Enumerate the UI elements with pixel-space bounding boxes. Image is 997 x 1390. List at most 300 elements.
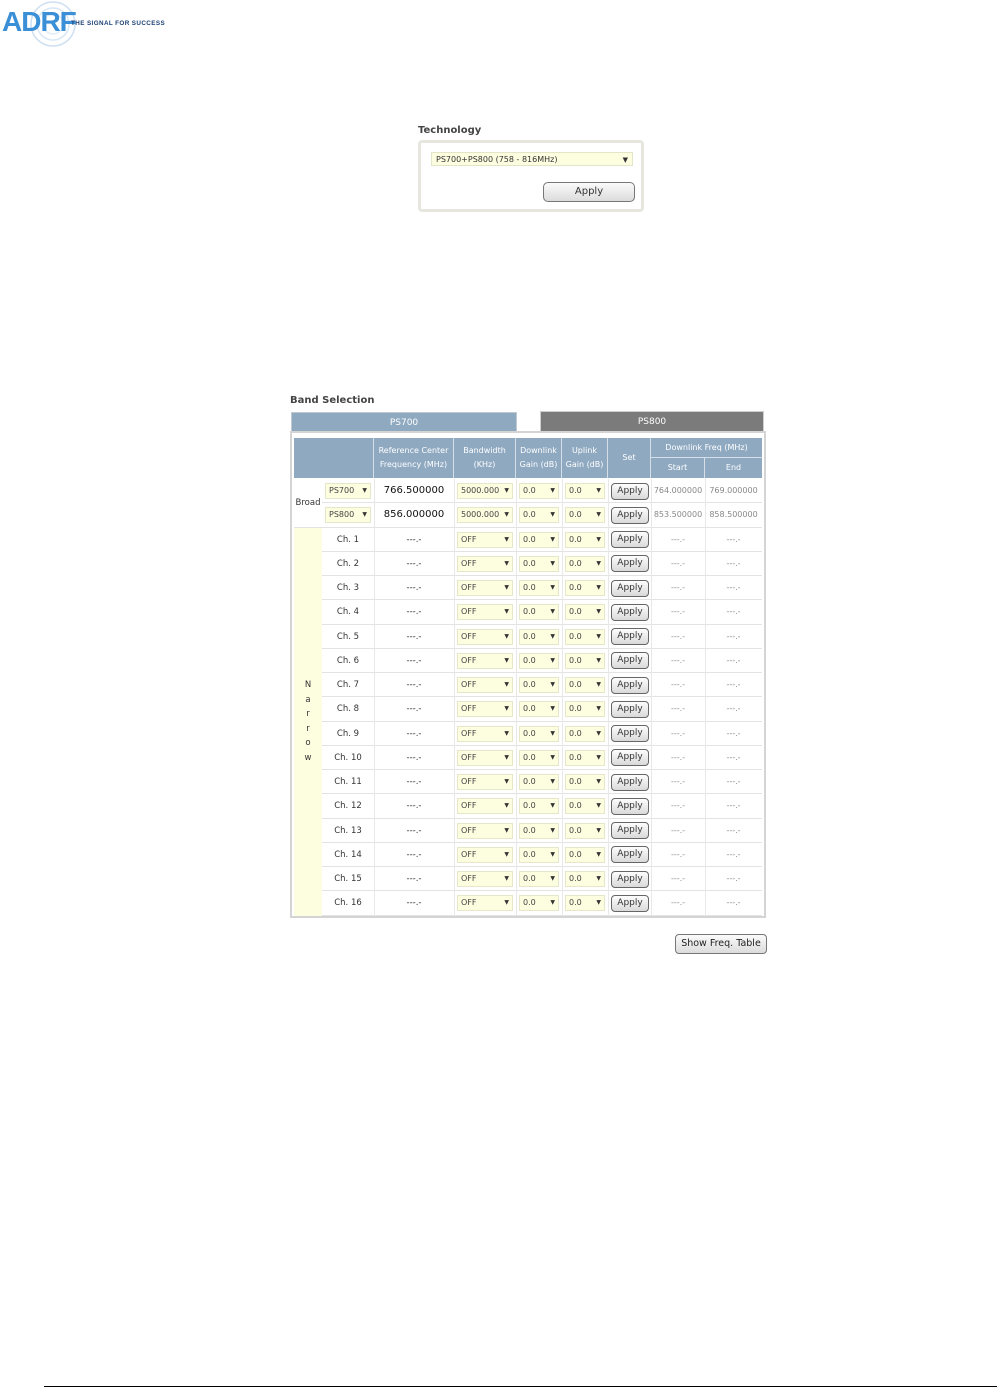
- adrf-logo: [0, 0, 180, 52]
- col-divider: [562, 819, 563, 843]
- dropdown-arrow-icon: ▼: [550, 487, 555, 494]
- select-value: OFF: [461, 704, 477, 714]
- dropdown-arrow-icon: ▼: [504, 899, 509, 907]
- band-selection-title: Band Selection: [290, 395, 375, 406]
- ref-freq-value: ---.-: [406, 825, 422, 836]
- dl-start-freq: ---.-: [670, 583, 686, 592]
- channel-label: Ch. 10: [334, 752, 362, 763]
- col-divider: [516, 479, 517, 503]
- select-value: 0.0: [523, 607, 536, 617]
- select-value: OFF: [461, 631, 477, 641]
- dropdown-arrow-icon: ▼: [596, 753, 601, 761]
- dropdown-arrow-icon: ▼: [596, 487, 601, 494]
- col-divider: [562, 503, 563, 527]
- dl-start-freq: ---.-: [670, 801, 686, 811]
- select-value: PS800: [329, 510, 355, 520]
- channel-label: Ch. 7: [336, 680, 360, 690]
- col-divider: [608, 746, 609, 770]
- col-divider: [516, 722, 517, 746]
- dropdown-arrow-icon: ▼: [504, 753, 509, 761]
- narrow-label-letter: w: [304, 752, 312, 763]
- select-value: OFF: [461, 558, 477, 568]
- dl-gain-select[interactable]: [519, 653, 559, 669]
- channel-label: Ch. 6: [336, 655, 360, 666]
- select-value: OFF: [461, 655, 477, 665]
- dl-gain-select[interactable]: [519, 895, 559, 911]
- dl-start-freq: 764.000000: [653, 486, 703, 495]
- dl-gain-select[interactable]: [519, 556, 559, 572]
- col-divider: [516, 843, 517, 867]
- channel-label: Ch. 15: [334, 874, 362, 884]
- dl-start-freq: ---.-: [670, 898, 686, 908]
- row-apply-button[interactable]: Apply: [611, 871, 649, 888]
- select-value: 0.0: [569, 583, 582, 592]
- ul-gain-select[interactable]: [565, 895, 605, 911]
- header-dl-freq: Downlink Freq (MHz): [651, 438, 762, 458]
- channel-label: Ch. 9: [336, 728, 360, 739]
- ref-freq-value: ---.-: [406, 777, 422, 787]
- select-value: 0.0: [569, 534, 582, 544]
- col-divider: [454, 819, 455, 843]
- show-freq-table-button[interactable]: Show Freq. Table: [675, 934, 767, 954]
- dropdown-arrow-icon: ▼: [550, 729, 555, 737]
- ul-gain-select[interactable]: [565, 726, 605, 742]
- bandwidth-select[interactable]: [457, 507, 513, 523]
- col-divider: [516, 867, 517, 891]
- dl-end-freq: ---.-: [726, 777, 741, 786]
- col-divider: [454, 722, 455, 746]
- ul-gain-select[interactable]: [565, 823, 605, 839]
- col-divider: [608, 722, 609, 746]
- logo-wordmark: ADRF: [2, 6, 76, 37]
- tab-ps800[interactable]: PS800: [540, 411, 764, 432]
- row-apply-button[interactable]: Apply: [611, 846, 649, 863]
- row-apply-button[interactable]: Apply: [611, 652, 649, 669]
- select-value: 0.0: [523, 777, 536, 786]
- col-divider: [562, 625, 563, 649]
- dl-start-freq: ---.-: [670, 704, 686, 714]
- bandwidth-select[interactable]: [457, 483, 513, 499]
- dropdown-arrow-icon: ▼: [362, 487, 367, 494]
- ul-gain-select[interactable]: [565, 653, 605, 669]
- ref-freq-value: ---.-: [406, 728, 422, 739]
- ref-freq-value: ---.-: [406, 607, 422, 618]
- dl-gain-select[interactable]: [519, 677, 559, 693]
- dl-start-freq: ---.-: [670, 849, 686, 859]
- narrow-label-letter: o: [305, 738, 311, 748]
- ul-gain-select[interactable]: [565, 507, 605, 523]
- dl-end-freq: ---.-: [726, 728, 741, 738]
- dropdown-arrow-icon: ▼: [550, 778, 555, 785]
- dropdown-arrow-icon: ▼: [596, 511, 601, 519]
- ul-gain-select[interactable]: [565, 532, 605, 548]
- row-apply-button[interactable]: Apply: [611, 749, 649, 766]
- col-divider: [454, 867, 455, 891]
- col-divider: [516, 576, 517, 600]
- dropdown-arrow-icon: ▼: [596, 899, 601, 907]
- ref-freq-value: ---.-: [406, 898, 422, 909]
- ul-gain-select[interactable]: [565, 798, 605, 814]
- col-divider: [562, 576, 563, 600]
- dropdown-arrow-icon: ▼: [504, 487, 509, 494]
- col-divider: [516, 819, 517, 843]
- header-end: End: [705, 458, 762, 478]
- col-divider: [516, 891, 517, 915]
- tab-ps700[interactable]: PS700: [291, 412, 517, 432]
- dl-end-freq: 858.500000: [709, 510, 758, 520]
- ref-freq-input[interactable]: 856.000000: [383, 509, 445, 521]
- select-value: 0.0: [569, 825, 582, 835]
- technology-select[interactable]: [431, 152, 633, 166]
- row-apply-button[interactable]: Apply: [611, 822, 649, 839]
- select-value: OFF: [461, 898, 477, 908]
- dl-start-freq: ---.-: [670, 752, 686, 762]
- col-divider: [608, 673, 609, 697]
- dropdown-arrow-icon: ▼: [504, 559, 509, 567]
- dl-start-freq: ---.-: [670, 655, 686, 665]
- bandwidth-select[interactable]: [457, 653, 513, 669]
- dl-end-freq: ---.-: [726, 534, 741, 544]
- header-ul-gain: Uplink Gain (dB): [562, 438, 608, 478]
- row-apply-button[interactable]: Apply: [611, 798, 649, 815]
- ul-gain-select[interactable]: [565, 871, 605, 887]
- col-divider: [562, 794, 563, 818]
- select-value: 0.0: [569, 752, 582, 762]
- dl-gain-select[interactable]: [519, 580, 559, 596]
- col-divider: [608, 600, 609, 624]
- select-value: 0.0: [523, 898, 536, 908]
- dropdown-arrow-icon: ▼: [596, 850, 601, 858]
- col-divider: [454, 843, 455, 867]
- channel-label: Ch. 4: [336, 607, 360, 618]
- dl-end-freq: ---.-: [726, 825, 741, 835]
- dl-gain-select[interactable]: [519, 532, 559, 548]
- dropdown-arrow-icon: ▼: [596, 584, 601, 591]
- ref-freq-input[interactable]: 766.500000: [383, 485, 445, 496]
- ref-freq-value: ---.-: [406, 849, 422, 860]
- dl-end-freq: 769.000000: [709, 486, 758, 495]
- dropdown-arrow-icon: ▼: [596, 608, 601, 616]
- col-divider: [516, 625, 517, 649]
- bandwidth-select[interactable]: [457, 823, 513, 839]
- row-apply-button[interactable]: Apply: [611, 774, 649, 791]
- select-value: 0.0: [569, 510, 582, 520]
- row-apply-button[interactable]: Apply: [611, 580, 649, 597]
- bandwidth-select[interactable]: [457, 677, 513, 693]
- dropdown-arrow-icon: ▼: [504, 875, 509, 882]
- dropdown-arrow-icon: ▼: [596, 535, 601, 543]
- narrow-label-letter: r: [306, 723, 310, 734]
- col-divider: [562, 528, 563, 552]
- select-value: 0.0: [523, 752, 536, 762]
- select-value: OFF: [461, 728, 477, 738]
- col-divider: [608, 576, 609, 600]
- row-apply-button[interactable]: Apply: [611, 628, 649, 645]
- dropdown-arrow-icon: ▼: [550, 802, 555, 810]
- dl-end-freq: ---.-: [726, 631, 741, 641]
- col-divider: [562, 746, 563, 770]
- col-divider: [608, 794, 609, 818]
- dl-gain-select[interactable]: [519, 629, 559, 645]
- dropdown-arrow-icon: ▼: [550, 705, 555, 713]
- dropdown-arrow-icon: ▼: [550, 899, 555, 907]
- ref-freq-value: ---.-: [406, 680, 422, 690]
- bandwidth-select[interactable]: [457, 701, 513, 717]
- dropdown-arrow-icon: ▼: [550, 511, 555, 519]
- dl-gain-select[interactable]: [519, 726, 559, 742]
- col-divider: [562, 722, 563, 746]
- header-bandwidth: Bandwidth (KHz): [454, 438, 516, 478]
- dropdown-arrow-icon: ▼: [362, 511, 367, 519]
- dl-gain-select[interactable]: [519, 823, 559, 839]
- dl-end-freq: ---.-: [726, 849, 741, 859]
- col-divider: [608, 625, 609, 649]
- technology-apply-button[interactable]: Apply: [543, 182, 635, 202]
- select-value: 0.0: [523, 801, 536, 811]
- bandwidth-select[interactable]: [457, 774, 513, 790]
- header-set: Set: [608, 438, 651, 478]
- dropdown-arrow-icon: ▼: [550, 559, 555, 567]
- col-divider: [608, 503, 609, 527]
- col-divider: [454, 746, 455, 770]
- select-value: 0.0: [569, 486, 582, 495]
- select-value: OFF: [461, 583, 477, 592]
- technology-panel: [418, 140, 644, 212]
- col-divider: [562, 649, 563, 673]
- dl-gain-select[interactable]: [519, 750, 559, 766]
- bandwidth-select[interactable]: [457, 580, 513, 596]
- row-apply-button[interactable]: Apply: [611, 677, 649, 694]
- select-value: OFF: [461, 752, 477, 762]
- dropdown-arrow-icon: ▼: [504, 608, 509, 616]
- row-apply-button[interactable]: Apply: [611, 531, 649, 548]
- broad-label: Broad: [294, 479, 322, 528]
- ul-gain-select[interactable]: [565, 629, 605, 645]
- ul-gain-select[interactable]: [565, 677, 605, 693]
- dropdown-arrow-icon: ▼: [504, 511, 509, 519]
- select-value: 5000.000: [461, 510, 500, 520]
- channel-label: Ch. 1: [336, 534, 360, 545]
- ul-gain-select[interactable]: [565, 483, 605, 499]
- bandwidth-select[interactable]: [457, 726, 513, 742]
- dl-end-freq: ---.-: [726, 874, 741, 883]
- bandwidth-select[interactable]: [457, 532, 513, 548]
- select-value: 0.0: [569, 898, 582, 908]
- col-divider: [516, 528, 517, 552]
- dropdown-arrow-icon: ▼: [550, 608, 555, 616]
- logo-tagline: THE SIGNAL FOR SUCCESS: [71, 20, 166, 27]
- narrow-label-letter: N: [304, 680, 312, 690]
- dl-end-freq: ---.-: [726, 558, 741, 568]
- select-value: 0.0: [569, 607, 582, 617]
- header-blank: [294, 438, 374, 478]
- select-value: OFF: [461, 874, 477, 883]
- ref-freq-value: ---.-: [406, 704, 422, 715]
- bandwidth-select[interactable]: [457, 750, 513, 766]
- dl-start-freq: ---.-: [670, 631, 686, 641]
- select-value: 0.0: [569, 558, 582, 568]
- channel-label: Ch. 16: [334, 898, 362, 909]
- ref-freq-value: ---.-: [406, 583, 422, 593]
- select-value: 0.0: [569, 777, 582, 786]
- col-divider: [562, 673, 563, 697]
- dl-gain-select[interactable]: [519, 604, 559, 620]
- dl-start-freq: ---.-: [670, 607, 686, 617]
- col-divider: [562, 843, 563, 867]
- col-divider: [562, 770, 563, 794]
- header-dl-gain: Downlink Gain (dB): [516, 438, 562, 478]
- footer-divider: [44, 1386, 997, 1387]
- band-select[interactable]: [325, 507, 371, 523]
- select-value: 0.0: [569, 728, 582, 738]
- select-value: 0.0: [569, 801, 582, 811]
- dl-start-freq: ---.-: [670, 680, 686, 689]
- dl-gain-select[interactable]: [519, 507, 559, 523]
- dl-end-freq: ---.-: [726, 752, 741, 762]
- dropdown-arrow-icon: ▼: [596, 559, 601, 567]
- col-divider: [454, 794, 455, 818]
- select-value: 0.0: [523, 486, 536, 495]
- ref-freq-value: ---.-: [406, 558, 422, 569]
- select-value: OFF: [461, 777, 477, 786]
- dl-end-freq: ---.-: [726, 607, 741, 617]
- dl-start-freq: 853.500000: [653, 510, 703, 520]
- dl-end-freq: ---.-: [726, 583, 741, 592]
- dropdown-arrow-icon: ▼: [596, 681, 601, 688]
- ref-freq-value: ---.-: [406, 874, 422, 884]
- dropdown-arrow-icon: ▼: [622, 156, 628, 164]
- select-value: 0.0: [569, 849, 582, 859]
- ref-freq-value: ---.-: [406, 801, 422, 812]
- row-apply-button[interactable]: Apply: [611, 725, 649, 742]
- col-divider: [608, 697, 609, 721]
- col-divider: [454, 528, 455, 552]
- dropdown-arrow-icon: ▼: [550, 535, 555, 543]
- header-start: Start: [651, 458, 705, 478]
- col-divider: [608, 843, 609, 867]
- dl-gain-select[interactable]: [519, 774, 559, 790]
- select-value: 0.0: [523, 510, 536, 520]
- channel-label: Ch. 8: [336, 704, 360, 715]
- col-divider: [454, 479, 455, 503]
- dl-start-freq: ---.-: [670, 558, 686, 568]
- dropdown-arrow-icon: ▼: [504, 802, 509, 810]
- row-apply-button[interactable]: Apply: [611, 555, 649, 572]
- ul-gain-select[interactable]: [565, 701, 605, 717]
- dl-gain-select[interactable]: [519, 701, 559, 717]
- col-divider: [562, 479, 563, 503]
- ul-gain-select[interactable]: [565, 580, 605, 596]
- col-divider: [454, 552, 455, 576]
- bandwidth-select[interactable]: [457, 895, 513, 911]
- select-value: PS700: [329, 486, 355, 495]
- col-divider: [454, 503, 455, 527]
- select-value: 0.0: [569, 631, 582, 641]
- dl-gain-select[interactable]: [519, 847, 559, 863]
- ul-gain-select[interactable]: [565, 556, 605, 572]
- dropdown-arrow-icon: ▼: [550, 584, 555, 591]
- dropdown-arrow-icon: ▼: [550, 681, 555, 688]
- dl-gain-select[interactable]: [519, 871, 559, 887]
- select-value: OFF: [461, 801, 477, 811]
- row-apply-button[interactable]: Apply: [611, 701, 649, 718]
- col-divider: [454, 625, 455, 649]
- col-divider: [562, 697, 563, 721]
- bandwidth-select[interactable]: [457, 629, 513, 645]
- col-divider: [516, 503, 517, 527]
- ul-gain-select[interactable]: [565, 750, 605, 766]
- dl-start-freq: ---.-: [670, 534, 686, 544]
- dropdown-arrow-icon: ▼: [596, 802, 601, 810]
- dl-end-freq: ---.-: [726, 898, 741, 908]
- col-divider: [608, 770, 609, 794]
- row-apply-button[interactable]: Apply: [611, 604, 649, 621]
- bandwidth-select[interactable]: [457, 798, 513, 814]
- ref-freq-value: ---.-: [406, 752, 422, 763]
- dl-start-freq: ---.-: [670, 777, 686, 786]
- col-divider: [608, 528, 609, 552]
- col-divider: [454, 600, 455, 624]
- narrow-label: [294, 528, 322, 916]
- channel-label: Ch. 5: [336, 631, 360, 642]
- dropdown-arrow-icon: ▼: [596, 632, 601, 640]
- dl-gain-select[interactable]: [519, 798, 559, 814]
- select-value: 0.0: [523, 558, 536, 568]
- dropdown-arrow-icon: ▼: [504, 632, 509, 640]
- col-divider: [454, 576, 455, 600]
- col-divider: [454, 891, 455, 915]
- select-value: 0.0: [523, 849, 536, 859]
- col-divider: [608, 649, 609, 673]
- dropdown-arrow-icon: ▼: [504, 656, 509, 664]
- row-apply-button[interactable]: Apply: [611, 483, 649, 500]
- ref-freq-value: ---.-: [406, 655, 422, 666]
- select-value: OFF: [461, 534, 477, 544]
- bandwidth-select[interactable]: [457, 871, 513, 887]
- col-divider: [454, 673, 455, 697]
- col-divider: [454, 770, 455, 794]
- select-value: 0.0: [569, 874, 582, 883]
- dl-gain-select[interactable]: [519, 483, 559, 499]
- dropdown-arrow-icon: ▼: [504, 705, 509, 713]
- narrow-label-letter: r: [306, 709, 310, 719]
- bandwidth-select[interactable]: [457, 604, 513, 620]
- col-divider: [516, 552, 517, 576]
- dropdown-arrow-icon: ▼: [596, 656, 601, 664]
- bandwidth-select[interactable]: [457, 556, 513, 572]
- ul-gain-select[interactable]: [565, 774, 605, 790]
- dl-start-freq: ---.-: [670, 874, 686, 883]
- dropdown-arrow-icon: ▼: [550, 656, 555, 664]
- ul-gain-select[interactable]: [565, 604, 605, 620]
- dl-end-freq: ---.-: [726, 704, 741, 714]
- bandwidth-select[interactable]: [457, 847, 513, 863]
- row-apply-button[interactable]: Apply: [611, 895, 649, 912]
- ul-gain-select[interactable]: [565, 847, 605, 863]
- select-value: 0.0: [523, 874, 536, 883]
- dropdown-arrow-icon: ▼: [550, 875, 555, 882]
- band-select[interactable]: [325, 483, 371, 499]
- col-divider: [562, 600, 563, 624]
- col-divider: [516, 746, 517, 770]
- select-value: 0.0: [523, 825, 536, 835]
- dl-end-freq: ---.-: [726, 655, 741, 665]
- select-value: 0.0: [569, 680, 582, 689]
- dropdown-arrow-icon: ▼: [504, 826, 509, 834]
- row-apply-button[interactable]: Apply: [611, 507, 649, 524]
- dropdown-arrow-icon: ▼: [504, 535, 509, 543]
- col-divider: [608, 867, 609, 891]
